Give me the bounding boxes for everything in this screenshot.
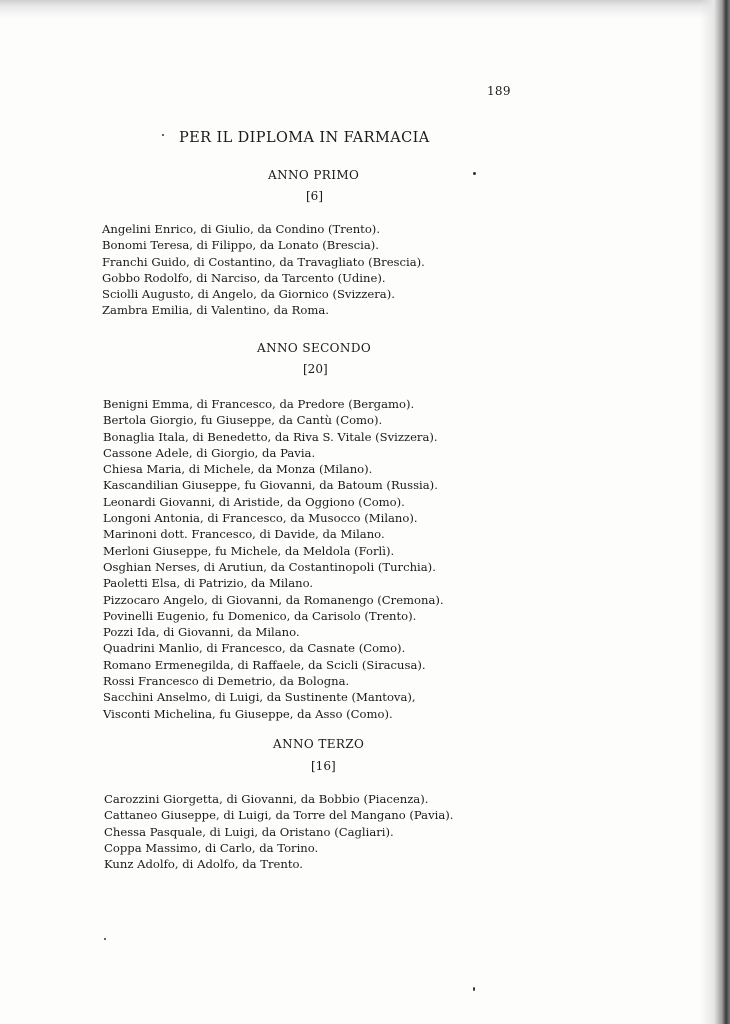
- student-entry: Angelini Enrico, di Giulio, da Condino (Trento).: [102, 222, 381, 236]
- section-count-anno-secondo: [20]: [303, 362, 328, 376]
- page-title: PER IL DIPLOMA IN FARMACIA: [179, 130, 430, 146]
- page-top-shadow: [0, 0, 730, 18]
- student-entry: Bertola Giorgio, fu Giuseppe, da Cantù (Como).: [103, 413, 383, 428]
- student-entry: Bonaglia Itala, di Benedetto, da Riva S. Vitale (Svizzera).: [103, 429, 438, 444]
- student-entry: Pizzocaro Angelo, di Giovanni, da Romanengo (Cremona).: [103, 592, 444, 607]
- student-entry: Cassone Adele, di Giorgio, da Pavia.: [103, 445, 316, 460]
- page-binding-edge: [700, 0, 730, 1024]
- scan-speck: [473, 987, 475, 991]
- student-entry: Rossi Francesco di Demetrio, da Bologna.: [103, 674, 350, 689]
- section-count-anno-primo: [6]: [306, 189, 323, 203]
- student-entry: Chiesa Maria, di Michele, da Monza (Milano).: [103, 462, 373, 477]
- student-entry: Coppa Massimo, di Carlo, da Torino.: [104, 840, 319, 855]
- student-list-anno-primo: [102, 221, 425, 319]
- student-entry: Benigni Emma, di Francesco, da Predore (Bergamo).: [103, 397, 415, 411]
- section-heading-anno-primo: ANNO PRIMO: [268, 168, 360, 182]
- scan-speck: [104, 938, 106, 940]
- student-entry: Visconti Michelina, fu Giuseppe, da Asso (Como).: [103, 706, 393, 721]
- student-entry: Longoni Antonia, di Francesco, da Musocco (Milano).: [103, 511, 418, 526]
- student-entry: Leonardi Giovanni, di Aristide, da Oggiono (Como).: [103, 494, 405, 509]
- page-number: 189: [487, 84, 511, 98]
- student-entry: Paoletti Elsa, di Patrizio, da Milano.: [103, 576, 314, 591]
- scan-speck: [162, 134, 164, 136]
- scan-speck: [473, 172, 476, 175]
- student-entry: Kascandilian Giuseppe, fu Giovanni, da Batoum (Russia).: [103, 478, 438, 493]
- student-entry: Quadrini Manlio, di Francesco, da Casnate (Como).: [103, 641, 406, 656]
- section-count-anno-terzo: [16]: [311, 759, 336, 773]
- section-heading-anno-terzo: ANNO TERZO: [273, 737, 365, 751]
- student-entry: Cattaneo Giuseppe, di Luigi, da Torre del Mangano (Pavia).: [104, 808, 454, 823]
- student-entry: Bonomi Teresa, di Filippo, da Lonato (Brescia).: [102, 238, 379, 253]
- student-list-anno-secondo: [103, 396, 444, 722]
- student-entry: Sacchini Anselmo, di Luigi, da Sustinente (Mantova),: [103, 690, 416, 705]
- student-entry: Franchi Guido, di Costantino, da Travagliato (Brescia).: [102, 254, 425, 269]
- student-entry: Sciolli Augusto, di Angelo, da Giornico (Svizzera).: [102, 287, 395, 302]
- student-entry: Carozzini Giorgetta, di Giovanni, da Bobbio (Piacenza).: [104, 792, 429, 806]
- student-entry: Osghian Nerses, di Arutiun, da Costantinopoli (Turchia).: [103, 559, 436, 574]
- student-entry: Povinelli Eugenio, fu Domenico, da Carisolo (Trento).: [103, 608, 417, 623]
- student-entry: Gobbo Rodolfo, di Narciso, da Tarcento (Udine).: [102, 270, 386, 285]
- student-entry: Pozzi Ida, di Giovanni, da Milano.: [103, 625, 300, 640]
- student-entry: Kunz Adolfo, di Adolfo, da Trento.: [104, 857, 303, 872]
- student-list-anno-terzo: [104, 791, 453, 872]
- student-entry: Merloni Giuseppe, fu Michele, da Meldola (Forlì).: [103, 543, 395, 558]
- student-entry: Chessa Pasquale, di Luigi, da Oristano (Cagliari).: [104, 824, 394, 839]
- student-entry: Zambra Emilia, di Valentino, da Roma.: [102, 303, 329, 318]
- student-entry: Romano Ermenegilda, di Raffaele, da Scicli (Siracusa).: [103, 657, 426, 672]
- student-entry: Marinoni dott. Francesco, di Davide, da Milano.: [103, 527, 385, 542]
- section-heading-anno-secondo: ANNO SECONDO: [257, 341, 372, 355]
